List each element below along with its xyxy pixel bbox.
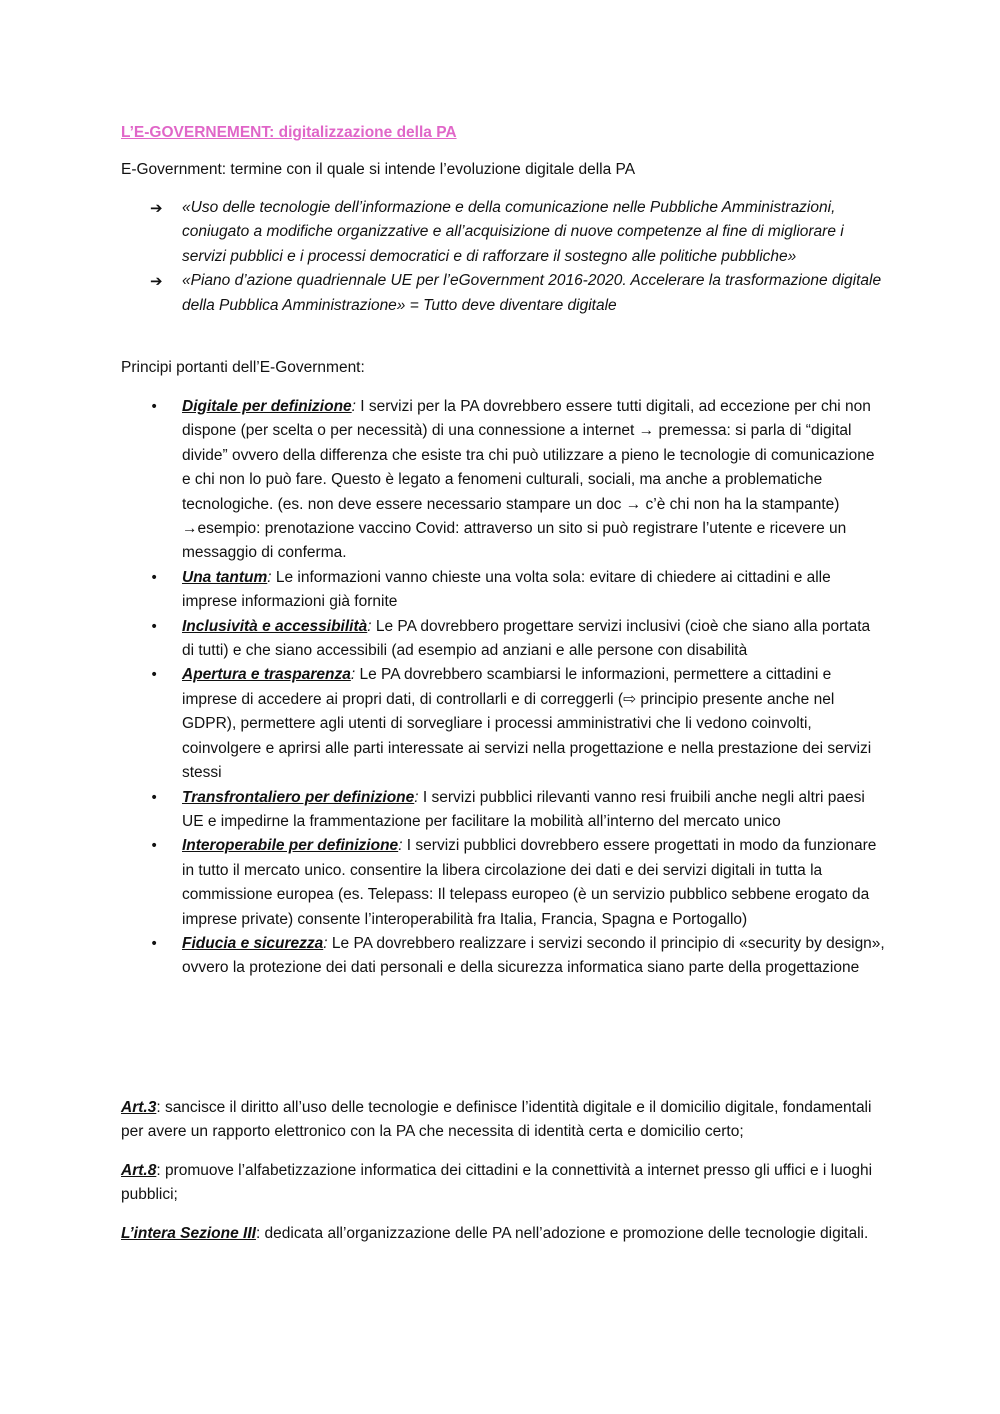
principle-colon: :: [351, 398, 356, 415]
article-paragraph: [121, 1222, 881, 1246]
principles-heading: Principi portanti dell’E-Government:: [121, 359, 365, 376]
principle-example: →esempio: prenotazione vaccino Covid: attraverso un sito si può registrare l’utente e ricevere un messaggio di conferma.: [182, 520, 847, 562]
bold-right-arrow-icon: ➔: [150, 199, 163, 217]
page-title: L’E-GOVERNEMENT: digitalizzazione della PA: [121, 124, 457, 141]
bullet-icon: •: [150, 789, 159, 806]
quote-text: «Uso delle tecnologie dell’informazione e della comunicazione nelle Pubbliche Amministrazioni, coniugato a modifiche organizzative e all’acquisizione di nuove competenze al fine di migliorare i servizi pubblici e i processi democratici e di rafforzare il sostegno alle politiche pubbliche»: [182, 199, 844, 265]
principle-colon: :: [367, 617, 372, 635]
bold-right-arrow-icon: ➔: [150, 272, 163, 291]
principle-colon: :: [267, 568, 272, 586]
principle-text: I servizi pubblici dovrebbero essere progettati in modo da funzionare in tutto il mercato unico. consentire la libera circolazione dei dati e dei servizi digitali in tutta la commissione europea (es. Telepass: Il telepass europeo (è un servizio pubblico sebbene erogato da imprese private) consente l’interoperabilità fra Italia, Francia, Spagna e Portogallo): [182, 837, 877, 928]
bullet-icon: •: [150, 935, 159, 952]
article-text: : sancisce il diritto all’uso delle tecnologie e definisce l’identità digitale e il domicilio digitale, fondamentali per avere un rapporto elettronico con la PA che necessita di identità certa e domicilio certo;: [121, 1099, 872, 1141]
principle-item: [150, 834, 885, 932]
bullet-icon: •: [150, 838, 159, 855]
principle-text: Le PA dovrebbero scambiarsi le informazioni, permettere a cittadini e imprese di accedere ai propri dati, di controllarli e di correggerli (⇨ principio presente anche nel GDPR), permettere agli utenti di sorvegliare i processi amministrativi che li vedono coinvolti, coinvolgere e aprirsi alle parti interessate ai servizi nella progettazione e nella prestazione dei servizi stessi: [182, 666, 872, 782]
principle-item: [150, 566, 885, 615]
article-text: : dedicata all’organizzazione delle PA nell’adozione e promozione delle tecnologie digitali.: [255, 1224, 869, 1242]
bullet-icon: •: [150, 618, 159, 635]
article-label: Art.8: [121, 1161, 157, 1179]
intro-paragraph: E-Government: termine con il quale si intende l’evoluzione digitale della PA: [121, 161, 636, 178]
articles-section: [121, 1096, 881, 1260]
bullet-icon: •: [150, 399, 159, 415]
article-label: Art.3: [121, 1099, 157, 1116]
principle-colon: :: [350, 666, 356, 684]
principle-colon: :: [323, 934, 328, 952]
principle-term: Inclusività e accessibilità: [182, 617, 368, 635]
principle-term: Interoperabile per definizione: [182, 837, 399, 855]
principle-item: [150, 932, 885, 981]
principles-list: [150, 395, 885, 981]
principle-item: [150, 786, 885, 835]
bullet-icon: •: [150, 667, 159, 684]
principle-colon: :: [414, 788, 419, 806]
principle-item: [150, 395, 885, 566]
principle-text: Le PA dovrebbero progettare servizi inclusivi (cioè che siano alla portata di tutti) e che siano accessibili (ad esempio ad anziani e alle persone con disabilità: [182, 617, 871, 660]
quote-item: [150, 196, 890, 269]
principle-term: Digitale per definizione: [182, 398, 352, 415]
principle-item: [150, 615, 885, 664]
principle-colon: :: [398, 837, 403, 855]
principle-term: Apertura e trasparenza: [182, 666, 351, 684]
article-text: : promuove l’alfabetizzazione informatica dei cittadini e la connettività a internet presso gli uffici e i luoghi pubblici;: [121, 1161, 873, 1204]
principle-text: Le PA dovrebbero realizzare i servizi secondo il principio di «security by design», ovvero la protezione dei dati personali e della sicurezza informatica siano parte della progettazione: [182, 934, 885, 977]
bullet-icon: •: [150, 569, 159, 586]
article-paragraph: [121, 1096, 881, 1145]
quote-list: [150, 196, 890, 318]
principle-term: Una tantum: [182, 568, 268, 586]
quote-text: «Piano d’azione quadriennale UE per l’eGovernment 2016-2020. Accelerare la trasformazione digitale della Pubblica Amministrazione» = Tutto deve diventare digitale: [182, 272, 882, 314]
principle-text: Le informazioni vanno chieste una volta sola: evitare di chiedere ai cittadini e alle imprese informazioni già fornite: [182, 568, 831, 611]
quote-item: [150, 269, 890, 318]
article-paragraph: [121, 1159, 881, 1208]
principle-term: Fiducia e sicurezza: [182, 934, 324, 952]
principle-text: I servizi per la PA dovrebbero essere tutti digitali, ad eccezione per chi non dispone (per scelta o per necessità) di una connessione a internet → premessa: si parla di “digital divide” ovvero della differenza che esiste tra chi può utilizzare a pieno le tecnologie di comunicazione e chi non lo può fare. Questo è legato a fenomeni culturali, sociali, ma anche a problematiche tecnologiche. (es. non deve essere necessario stampare un doc → c’è chi non ha la stampante): [182, 398, 875, 513]
principle-text: I servizi pubblici rilevanti vanno resi fruibili anche negli altri paesi UE e impedirne la frammentazione per facilitare la mobilità all’interno del mercato unico: [182, 788, 865, 830]
principle-term: Transfrontaliero per definizione: [182, 788, 415, 806]
article-label: L’intera Sezione III: [121, 1224, 256, 1242]
principle-item: [150, 663, 885, 785]
